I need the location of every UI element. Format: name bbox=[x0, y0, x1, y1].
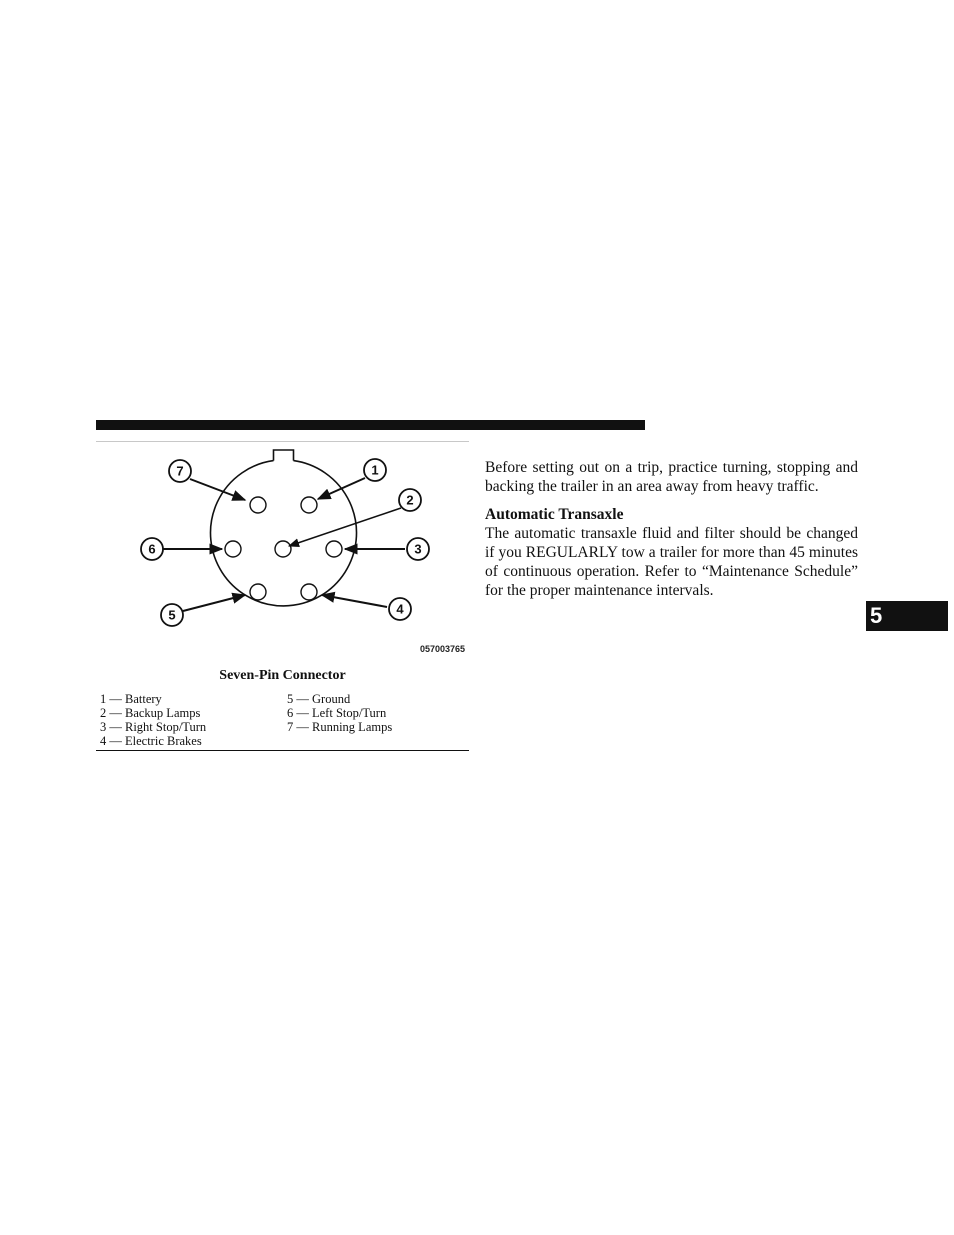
callout-number-3: 3 bbox=[414, 541, 422, 557]
callout-number-5: 5 bbox=[168, 607, 176, 623]
legend-item: 3 — Right Stop/Turn bbox=[100, 720, 207, 734]
callout-number-4: 4 bbox=[396, 601, 404, 617]
connector-key bbox=[274, 450, 294, 461]
figure-caption: Seven-Pin Connector bbox=[219, 668, 346, 683]
pin-socket-1 bbox=[301, 497, 317, 513]
callout-arrow-7 bbox=[190, 479, 245, 500]
legend-item: 6 — Left Stop/Turn bbox=[287, 706, 387, 720]
section-paragraph: The automatic transaxle fluid and filter should be changed if you REGULARLY tow a trailer for more than 45 minutes of continuous operation. Refer to “Maintenance Schedule” for the proper maintenance intervals. bbox=[485, 525, 858, 599]
figure-seven-pin-connector bbox=[96, 441, 469, 751]
intro-paragraph: Before setting out on a trip, practice turning, stopping and backing the trailer in an area away from heavy traffic. bbox=[485, 459, 858, 495]
connector-diagram bbox=[96, 442, 469, 660]
figure-code: 057003765 bbox=[419, 644, 465, 654]
legend-item: 4 — Electric Brakes bbox=[100, 734, 202, 748]
callout-number-7: 7 bbox=[176, 463, 184, 479]
pin-socket-4 bbox=[301, 584, 317, 600]
pin-socket-6 bbox=[225, 541, 241, 557]
chapter-tab: 5 bbox=[866, 601, 948, 631]
connector-body bbox=[210, 461, 356, 606]
callout-arrow-2 bbox=[289, 508, 401, 546]
legend-item: 5 — Ground bbox=[287, 692, 351, 706]
legend-item: 1 — Battery bbox=[100, 692, 162, 706]
callout-arrow-5 bbox=[183, 595, 245, 611]
legend-item: 7 — Running Lamps bbox=[287, 720, 393, 734]
header-rule bbox=[96, 420, 645, 430]
section-heading: Automatic Transaxle bbox=[485, 506, 624, 523]
callout-arrow-4 bbox=[322, 595, 387, 607]
callout-number-6: 6 bbox=[148, 541, 156, 557]
body-text-column bbox=[485, 458, 858, 600]
callout-number-1: 1 bbox=[371, 462, 379, 478]
figure-bottom-divider bbox=[96, 750, 469, 751]
legend-item: 2 — Backup Lamps bbox=[100, 706, 201, 720]
pin-socket-7 bbox=[250, 497, 266, 513]
pin-legend bbox=[96, 692, 469, 748]
callout-number-2: 2 bbox=[406, 492, 414, 508]
pin-socket-3 bbox=[326, 541, 342, 557]
pin-socket-5 bbox=[250, 584, 266, 600]
callout-arrow-1 bbox=[318, 478, 365, 499]
pin-socket-2 bbox=[275, 541, 291, 557]
